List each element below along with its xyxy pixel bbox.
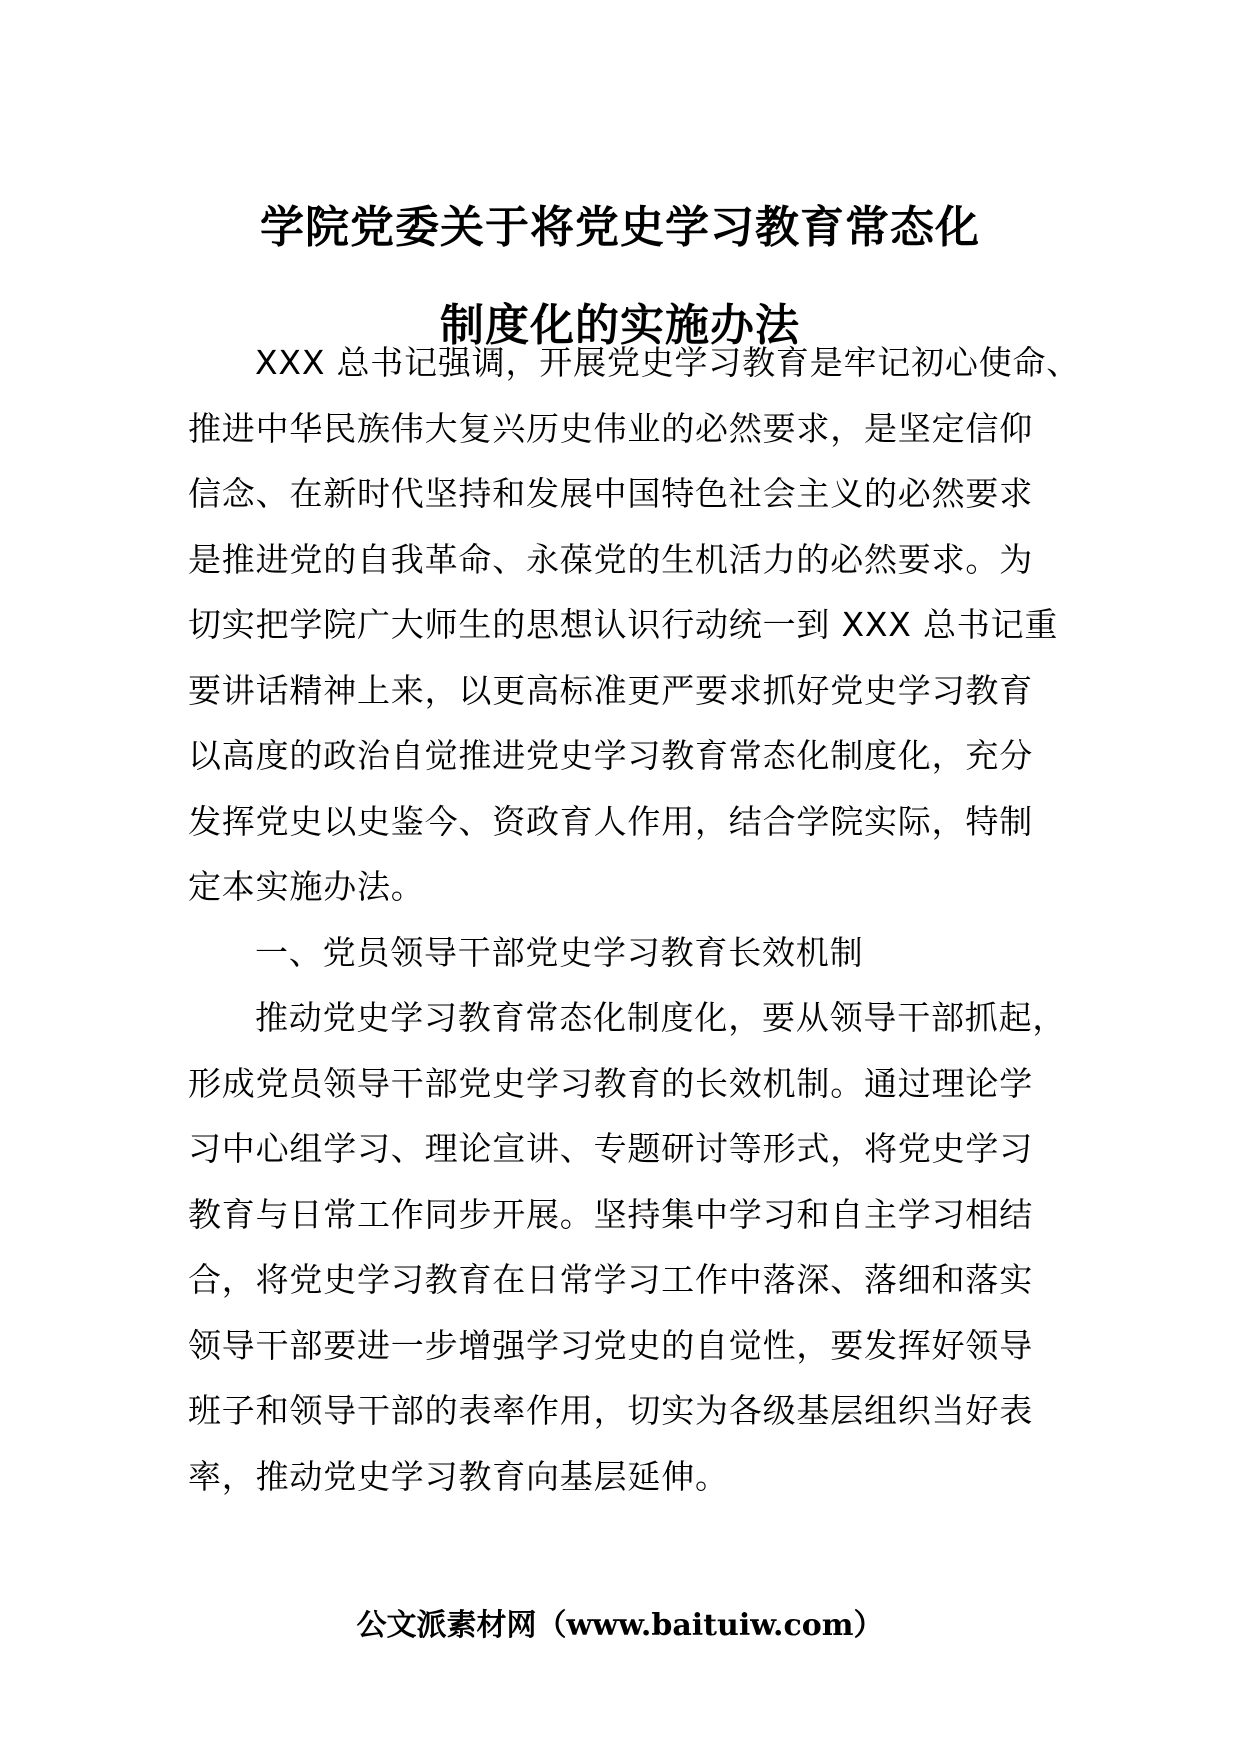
body-line: 合，将党史学习教育在日常学习工作中落深、落细和落实 xyxy=(188,1260,1033,1299)
body-line: 领导干部要进一步增强学习党史的自觉性，要发挥好领导 xyxy=(188,1325,1033,1365)
body-line: 信念、在新时代坚持和发展中国特色社会主义的必然要求 xyxy=(188,474,1033,513)
document-body xyxy=(188,330,1081,1509)
body-line: 定本实施办法。 xyxy=(188,867,425,906)
body-line: 习中心组学习、理论宣讲、专题研讨等形式，将党史学习 xyxy=(188,1129,1033,1168)
body-line: 是推进党的自我革命、永葆党的生机活力的必然要求。为 xyxy=(188,539,1033,579)
section-heading: 一、党员领导干部党史学习教育长效机制 xyxy=(255,932,864,972)
body-line: 要讲话精神上来，以更高标准更严要求抓好党史学习教育 xyxy=(188,670,1033,710)
footer-source: 公文派素材网（www.baituiw.com） xyxy=(356,1608,884,1643)
body-line: 教育与日常工作同步开展。坚持集中学习和自主学习相结 xyxy=(188,1194,1033,1234)
body-line: 发挥党史以史鉴今、资政育人作用，结合学院实际，特制 xyxy=(188,801,1033,841)
body-line: 切实把学院广大师生的思想认识行动统一到 XXX 总书记重 xyxy=(188,605,1059,644)
body-line: 推进中华民族伟大复兴历史伟业的必然要求，是坚定信仰 xyxy=(188,408,1033,448)
body-line: 以高度的政治自觉推进党史学习教育常态化制度化，充分 xyxy=(188,736,1033,775)
body-line: 推动党史学习教育常态化制度化，要从领导干部抓起， xyxy=(255,998,1067,1037)
body-line: 率，推动党史学习教育向基层延伸。 xyxy=(188,1456,729,1496)
document-title-line-1: 学院党委关于将党史学习教育常态化 xyxy=(260,202,980,253)
document-title-line-2: 制度化的实施办法 xyxy=(440,300,800,351)
body-line: XXX 总书记强调，开展党史学习教育是牢记初心使命、 xyxy=(255,343,1081,382)
body-line: 班子和领导干部的表率作用，切实为各级基层组织当好表 xyxy=(188,1391,1033,1430)
body-line: 形成党员领导干部党史学习教育的长效机制。通过理论学 xyxy=(188,1063,1033,1103)
